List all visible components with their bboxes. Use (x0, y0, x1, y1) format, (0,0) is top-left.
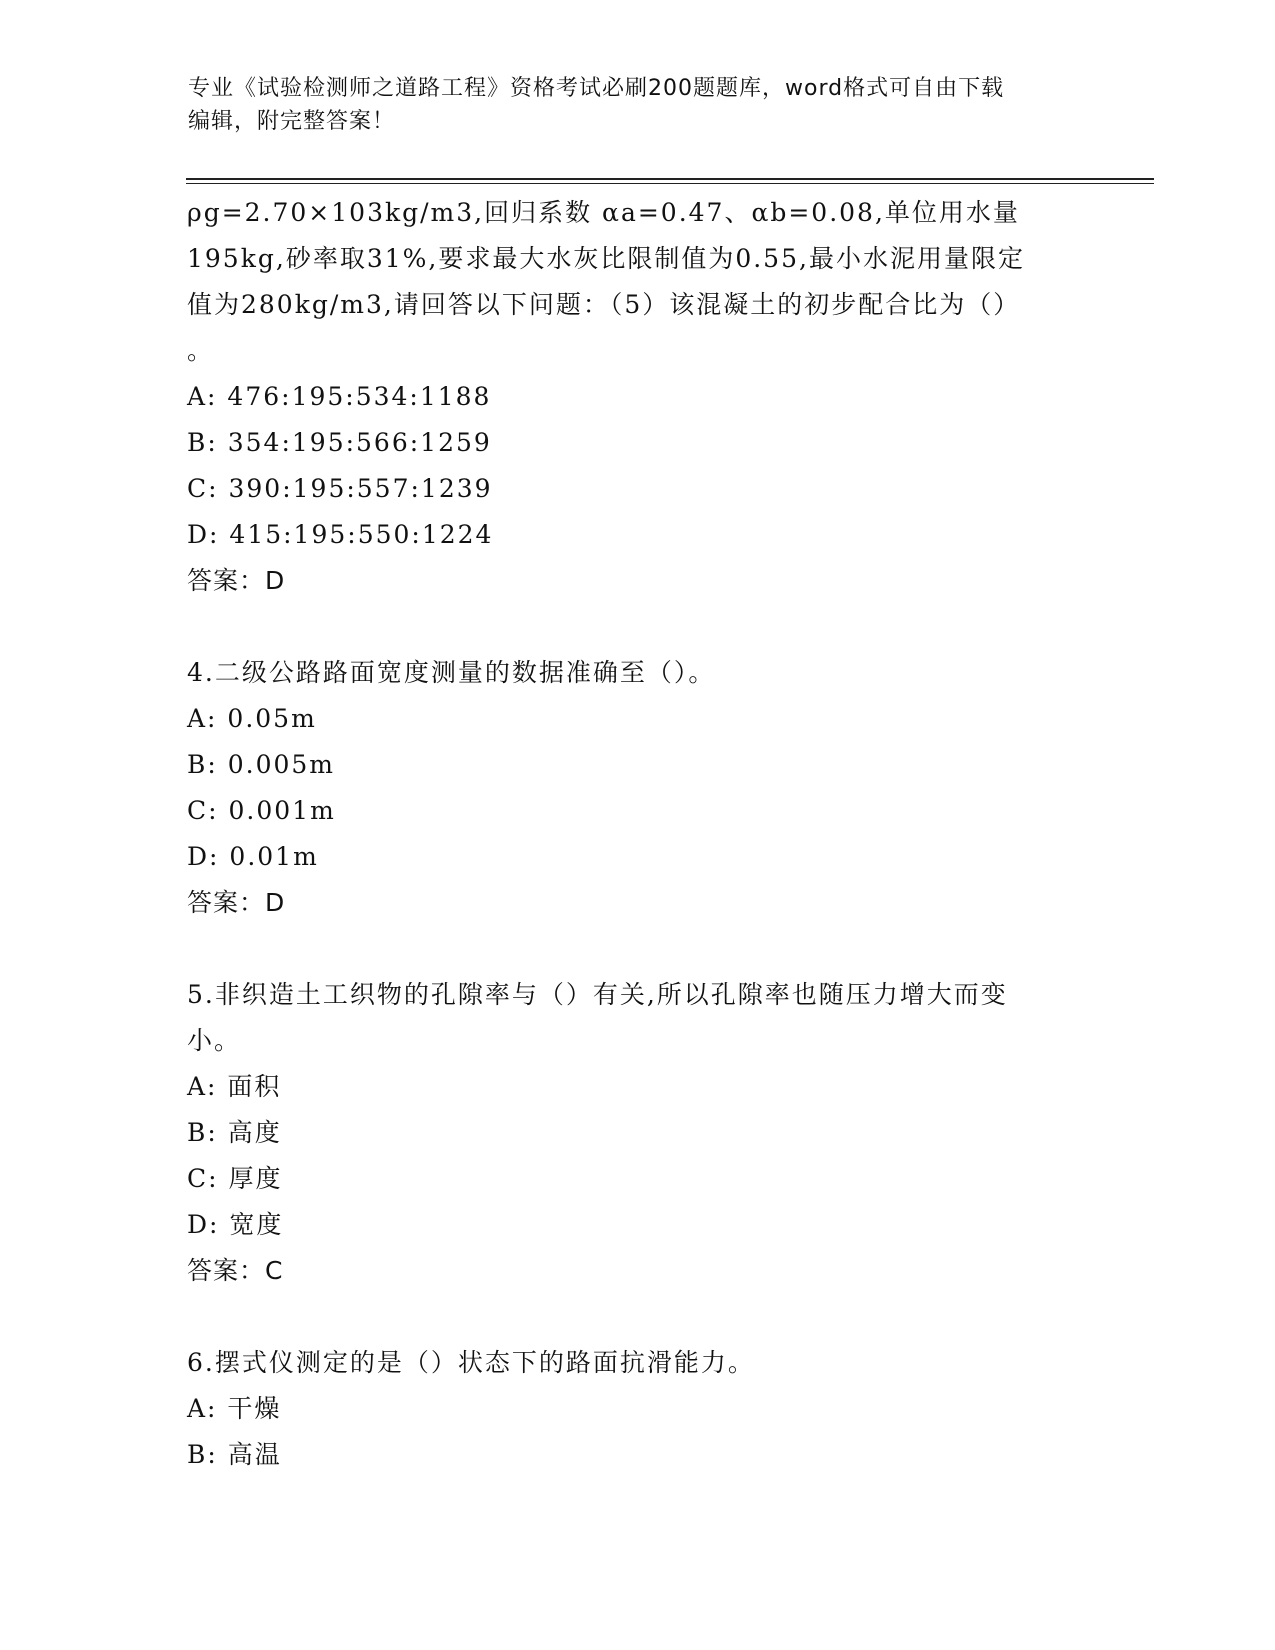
header-line-2: 编辑，附完整答案！ (188, 109, 396, 134)
option-c: C: 0.001m (187, 796, 336, 825)
question-stem-line: 4.二级公路路面宽度测量的数据准确至（）。 (187, 658, 716, 687)
question-stem-line: 6.摆式仪测定的是（）状态下的路面抗滑能力。 (187, 1348, 755, 1377)
question-stem-line: 值为280kg/m3,请回答以下问题：（5）该混凝土的初步配合比为（） (187, 290, 1021, 319)
option-d: D: 宽度 (187, 1210, 284, 1239)
answer-line: 答案：C (187, 1256, 284, 1285)
option-b: B: 高温 (187, 1440, 282, 1469)
option-a: A: 干燥 (187, 1394, 282, 1423)
question-stem-line: 5.非织造土工织物的孔隙率与（）有关,所以孔隙率也随压力增大而变 (187, 980, 1008, 1009)
question-3 (187, 190, 1087, 604)
question-6 (187, 1340, 1087, 1478)
header-divider-thin (186, 183, 1154, 184)
spacer (187, 926, 1087, 972)
option-b: B: 354:195:566:1259 (187, 428, 492, 457)
option-c: C: 厚度 (187, 1164, 283, 1193)
question-stem-line: 小。 (187, 1026, 242, 1055)
option-b: B: 0.005m (187, 750, 336, 779)
spacer (187, 1294, 1087, 1340)
question-stem-line: 。 (187, 336, 215, 365)
option-d: D: 0.01m (187, 842, 319, 871)
option-d: D: 415:195:550:1224 (187, 520, 494, 549)
question-stem-line: ρg=2.70×103kg/m3,回归系数 αa=0.47、αb=0.08,单位用水量 (187, 198, 1020, 227)
option-b: B: 高度 (187, 1118, 282, 1147)
document-header (188, 72, 1088, 138)
option-a: A: 476:195:534:1188 (187, 382, 492, 411)
question-stem-line: 195kg,砂率取31%,要求最大水灰比限制值为0.55,最小水泥用量限定 (187, 244, 1025, 273)
option-a: A: 面积 (187, 1072, 282, 1101)
option-a: A: 0.05m (187, 704, 317, 733)
answer-line: 答案：D (187, 566, 286, 595)
question-5 (187, 972, 1087, 1294)
question-list (187, 190, 1087, 1478)
question-4 (187, 650, 1087, 926)
spacer (187, 604, 1087, 650)
header-line-1: 专业《试验检测师之道路工程》资格考试必刷200题题库，word格式可自由下载 (188, 76, 1005, 101)
answer-line: 答案：D (187, 888, 286, 917)
header-divider-thick (186, 178, 1154, 180)
option-c: C: 390:195:557:1239 (187, 474, 493, 503)
